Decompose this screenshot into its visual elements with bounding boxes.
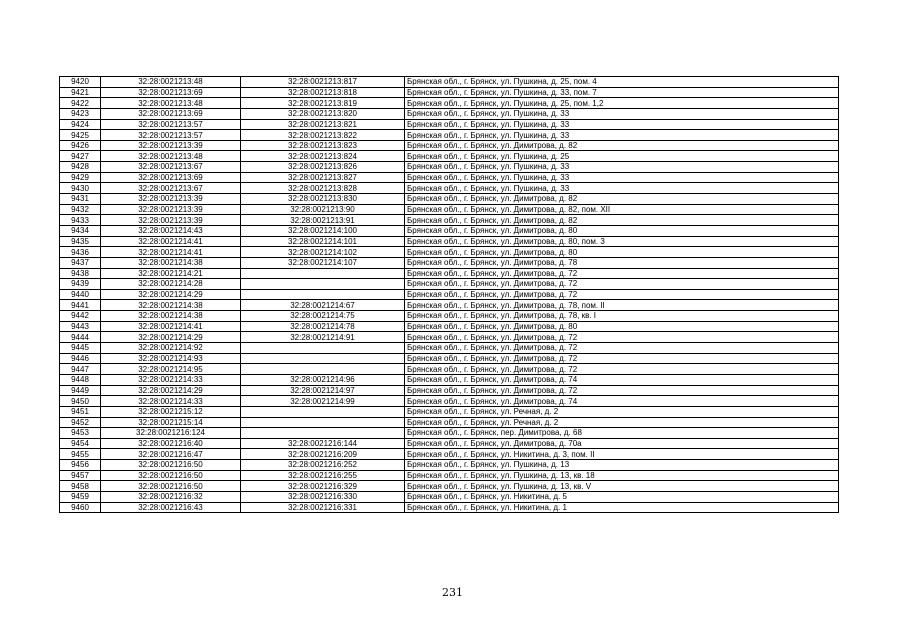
parent-cadastral-number-cell: 32:28:0021213:67 xyxy=(101,162,241,173)
cadastral-number-cell: 32:28:0021216:255 xyxy=(241,470,405,481)
address-cell: Брянская обл., г. Брянск, ул. Пушкина, д. 33 xyxy=(405,183,839,194)
row-number-cell: 9436 xyxy=(60,247,101,258)
parent-cadastral-number-cell: 32:28:0021214:29 xyxy=(101,289,241,300)
row-number-cell: 9448 xyxy=(60,374,101,385)
address-cell: Брянская обл., г. Брянск, ул. Пушкина, д. 13, кв. 18 xyxy=(405,470,839,481)
address-cell: Брянская обл., г. Брянск, ул. Димитрова, д. 82 xyxy=(405,215,839,226)
row-number-cell: 9420 xyxy=(60,77,101,88)
parent-cadastral-number-cell: 32:28:0021213:39 xyxy=(101,215,241,226)
address-cell: Брянская обл., г. Брянск, ул. Пушкина, д. 25, пом. 1,2 xyxy=(405,98,839,109)
cadastral-number-cell: 32:28:0021213:91 xyxy=(241,215,405,226)
table-row xyxy=(60,215,839,226)
row-number-cell: 9421 xyxy=(60,87,101,98)
parent-cadastral-number-cell: 32:28:0021215:12 xyxy=(101,406,241,417)
address-cell: Брянская обл., г. Брянск, ул. Речная, д. 2 xyxy=(405,417,839,428)
cadastral-number-cell: 32:28:0021214:78 xyxy=(241,321,405,332)
address-cell: Брянская обл., г. Брянск, ул. Речная, д. 2 xyxy=(405,406,839,417)
address-cell: Брянская обл., г. Брянск, ул. Пушкина, д. 33, пом. 7 xyxy=(405,87,839,98)
cadastral-number-cell: 32:28:0021213:823 xyxy=(241,140,405,151)
parent-cadastral-number-cell: 32:28:0021213:69 xyxy=(101,87,241,98)
row-number-cell: 9428 xyxy=(60,162,101,173)
table-row xyxy=(60,300,839,311)
table-row xyxy=(60,247,839,258)
parent-cadastral-number-cell: 32:28:0021216:50 xyxy=(101,460,241,471)
parent-cadastral-number-cell: 32:28:0021213:39 xyxy=(101,194,241,205)
table-row xyxy=(60,353,839,364)
parent-cadastral-number-cell: 32:28:0021214:29 xyxy=(101,385,241,396)
row-number-cell: 9438 xyxy=(60,268,101,279)
address-cell: Брянская обл., г. Брянск, ул. Пушкина, д. 25, пом. 4 xyxy=(405,77,839,88)
table-row xyxy=(60,385,839,396)
row-number-cell: 9423 xyxy=(60,108,101,119)
address-cell: Брянская обл., г. Брянск, ул. Димитрова, д. 72 xyxy=(405,353,839,364)
cadastral-number-cell xyxy=(241,428,405,439)
table-row xyxy=(60,130,839,141)
row-number-cell: 9451 xyxy=(60,406,101,417)
property-table xyxy=(59,76,839,513)
table-row xyxy=(60,236,839,247)
row-number-cell: 9429 xyxy=(60,172,101,183)
table-row xyxy=(60,257,839,268)
table-row xyxy=(60,225,839,236)
parent-cadastral-number-cell: 32:28:0021213:69 xyxy=(101,172,241,183)
cadastral-number-cell: 32:28:0021216:330 xyxy=(241,491,405,502)
table-row xyxy=(60,374,839,385)
address-cell: Брянская обл., г. Брянск, ул. Пушкина, д. 33 xyxy=(405,119,839,130)
row-number-cell: 9454 xyxy=(60,438,101,449)
address-cell: Брянская обл., г. Брянск, ул. Димитрова, д. 80 xyxy=(405,321,839,332)
row-number-cell: 9460 xyxy=(60,502,101,513)
address-cell: Брянская обл., г. Брянск, ул. Димитрова, д. 72 xyxy=(405,364,839,375)
cadastral-number-cell: 32:28:0021213:824 xyxy=(241,151,405,162)
cadastral-number-cell: 32:28:0021213:819 xyxy=(241,98,405,109)
cadastral-number-cell: 32:28:0021213:830 xyxy=(241,194,405,205)
address-cell: Брянская обл., г. Брянск, ул. Димитрова, д. 72 xyxy=(405,289,839,300)
table-row xyxy=(60,289,839,300)
row-number-cell: 9427 xyxy=(60,151,101,162)
parent-cadastral-number-cell: 32:28:0021214:28 xyxy=(101,279,241,290)
address-cell: Брянская обл., г. Брянск, ул. Пушкина, д. 13, кв. V xyxy=(405,481,839,492)
table-row xyxy=(60,470,839,481)
parent-cadastral-number-cell: 32:28:0021213:39 xyxy=(101,140,241,151)
address-cell: Брянская обл., г. Брянск, ул. Димитрова, д. 72 xyxy=(405,343,839,354)
table-row xyxy=(60,481,839,492)
cadastral-number-cell xyxy=(241,353,405,364)
table-row xyxy=(60,87,839,98)
parent-cadastral-number-cell: 32:28:0021213:48 xyxy=(101,98,241,109)
address-cell: Брянская обл., г. Брянск, ул. Димитрова, д. 74 xyxy=(405,396,839,407)
table-row xyxy=(60,311,839,322)
cadastral-number-cell xyxy=(241,268,405,279)
row-number-cell: 9426 xyxy=(60,140,101,151)
cadastral-number-cell: 32:28:0021214:91 xyxy=(241,332,405,343)
row-number-cell: 9442 xyxy=(60,311,101,322)
row-number-cell: 9441 xyxy=(60,300,101,311)
parent-cadastral-number-cell: 32:28:0021214:41 xyxy=(101,236,241,247)
address-cell: Брянская обл., г. Брянск, ул. Димитрова, д. 82 xyxy=(405,140,839,151)
row-number-cell: 9425 xyxy=(60,130,101,141)
cadastral-number-cell: 32:28:0021213:817 xyxy=(241,77,405,88)
table-row xyxy=(60,151,839,162)
row-number-cell: 9456 xyxy=(60,460,101,471)
table-row xyxy=(60,428,839,439)
table-row xyxy=(60,417,839,428)
table-row xyxy=(60,98,839,109)
table-row xyxy=(60,268,839,279)
address-cell: Брянская обл., г. Брянск, ул. Пушкина, д. 33 xyxy=(405,162,839,173)
parent-cadastral-number-cell: 32:28:0021213:39 xyxy=(101,204,241,215)
cadastral-number-cell: 32:28:0021214:99 xyxy=(241,396,405,407)
cadastral-number-cell xyxy=(241,417,405,428)
parent-cadastral-number-cell: 32:28:0021213:67 xyxy=(101,183,241,194)
table-row xyxy=(60,460,839,471)
parent-cadastral-number-cell: 32:28:0021216:50 xyxy=(101,481,241,492)
table-row xyxy=(60,332,839,343)
row-number-cell: 9445 xyxy=(60,343,101,354)
cadastral-number-cell: 32:28:0021216:209 xyxy=(241,449,405,460)
address-cell: Брянская обл., г. Брянск, ул. Пушкина, д. 13 xyxy=(405,460,839,471)
parent-cadastral-number-cell: 32:28:0021216:43 xyxy=(101,502,241,513)
row-number-cell: 9446 xyxy=(60,353,101,364)
parent-cadastral-number-cell: 32:28:0021214:33 xyxy=(101,396,241,407)
parent-cadastral-number-cell: 32:28:0021214:21 xyxy=(101,268,241,279)
row-number-cell: 9444 xyxy=(60,332,101,343)
parent-cadastral-number-cell: 32:28:0021216:40 xyxy=(101,438,241,449)
table-row xyxy=(60,279,839,290)
parent-cadastral-number-cell: 32:28:0021216:124 xyxy=(101,428,241,439)
row-number-cell: 9435 xyxy=(60,236,101,247)
address-cell: Брянская обл., г. Брянск, ул. Димитрова, д. 82, пом. XII xyxy=(405,204,839,215)
table-row xyxy=(60,183,839,194)
parent-cadastral-number-cell: 32:28:0021214:41 xyxy=(101,321,241,332)
address-cell: Брянская обл., г. Брянск, ул. Димитрова, д. 72 xyxy=(405,279,839,290)
parent-cadastral-number-cell: 32:28:0021216:47 xyxy=(101,449,241,460)
cadastral-number-cell: 32:28:0021213:822 xyxy=(241,130,405,141)
table-row xyxy=(60,491,839,502)
address-cell: Брянская обл., г. Брянск, ул. Никитина, д. 5 xyxy=(405,491,839,502)
parent-cadastral-number-cell: 32:28:0021216:50 xyxy=(101,470,241,481)
address-cell: Брянская обл., г. Брянск, ул. Пушкина, д. 25 xyxy=(405,151,839,162)
table-row xyxy=(60,140,839,151)
address-cell: Брянская обл., г. Брянск, пер. Димитрова, д. 68 xyxy=(405,428,839,439)
table-row xyxy=(60,343,839,354)
cadastral-number-cell: 32:28:0021214:102 xyxy=(241,247,405,258)
row-number-cell: 9443 xyxy=(60,321,101,332)
table-body xyxy=(60,77,839,513)
cadastral-number-cell: 32:28:0021214:107 xyxy=(241,257,405,268)
address-cell: Брянская обл., г. Брянск, ул. Димитрова, д. 80 xyxy=(405,247,839,258)
row-number-cell: 9449 xyxy=(60,385,101,396)
row-number-cell: 9430 xyxy=(60,183,101,194)
cadastral-number-cell: 32:28:0021213:821 xyxy=(241,119,405,130)
row-number-cell: 9453 xyxy=(60,428,101,439)
table-row xyxy=(60,438,839,449)
cadastral-number-cell: 32:28:0021214:101 xyxy=(241,236,405,247)
cadastral-number-cell: 32:28:0021213:820 xyxy=(241,108,405,119)
address-cell: Брянская обл., г. Брянск, ул. Пушкина, д. 33 xyxy=(405,130,839,141)
address-cell: Брянская обл., г. Брянск, ул. Димитрова, д. 80, пом. 3 xyxy=(405,236,839,247)
table-row xyxy=(60,172,839,183)
table-row xyxy=(60,321,839,332)
table-row xyxy=(60,119,839,130)
address-cell: Брянская обл., г. Брянск, ул. Пушкина, д. 33 xyxy=(405,108,839,119)
parent-cadastral-number-cell: 32:28:0021214:29 xyxy=(101,332,241,343)
table-row xyxy=(60,449,839,460)
address-cell: Брянская обл., г. Брянск, ул. Никитина, д. 3, пом. II xyxy=(405,449,839,460)
row-number-cell: 9439 xyxy=(60,279,101,290)
cadastral-number-cell: 32:28:0021213:827 xyxy=(241,172,405,183)
address-cell: Брянская обл., г. Брянск, ул. Димитрова, д. 72 xyxy=(405,268,839,279)
parent-cadastral-number-cell: 32:28:0021214:38 xyxy=(101,257,241,268)
cadastral-number-cell: 32:28:0021214:97 xyxy=(241,385,405,396)
cadastral-number-cell xyxy=(241,279,405,290)
parent-cadastral-number-cell: 32:28:0021215:14 xyxy=(101,417,241,428)
table-row xyxy=(60,77,839,88)
address-cell: Брянская обл., г. Брянск, ул. Димитрова, д. 78 xyxy=(405,257,839,268)
cadastral-number-cell xyxy=(241,289,405,300)
address-cell: Брянская обл., г. Брянск, ул. Пушкина, д. 33 xyxy=(405,172,839,183)
table-row xyxy=(60,108,839,119)
cadastral-number-cell: 32:28:0021214:100 xyxy=(241,225,405,236)
cadastral-number-cell: 32:28:0021216:331 xyxy=(241,502,405,513)
page-number: 231 xyxy=(442,586,463,599)
cadastral-number-cell: 32:28:0021213:818 xyxy=(241,87,405,98)
row-number-cell: 9459 xyxy=(60,491,101,502)
cadastral-number-cell: 32:28:0021214:67 xyxy=(241,300,405,311)
parent-cadastral-number-cell: 32:28:0021214:38 xyxy=(101,300,241,311)
parent-cadastral-number-cell: 32:28:0021214:41 xyxy=(101,247,241,258)
cadastral-number-cell xyxy=(241,364,405,375)
cadastral-number-cell: 32:28:0021213:90 xyxy=(241,204,405,215)
parent-cadastral-number-cell: 32:28:0021214:93 xyxy=(101,353,241,364)
cadastral-number-cell: 32:28:0021216:252 xyxy=(241,460,405,471)
table-row xyxy=(60,194,839,205)
address-cell: Брянская обл., г. Брянск, ул. Димитрова, д. 70а xyxy=(405,438,839,449)
parent-cadastral-number-cell: 32:28:0021213:48 xyxy=(101,77,241,88)
cadastral-number-cell: 32:28:0021214:75 xyxy=(241,311,405,322)
row-number-cell: 9433 xyxy=(60,215,101,226)
parent-cadastral-number-cell: 32:28:0021213:48 xyxy=(101,151,241,162)
parent-cadastral-number-cell: 32:28:0021214:38 xyxy=(101,311,241,322)
cadastral-number-cell: 32:28:0021216:144 xyxy=(241,438,405,449)
cadastral-number-cell: 32:28:0021216:329 xyxy=(241,481,405,492)
row-number-cell: 9457 xyxy=(60,470,101,481)
parent-cadastral-number-cell: 32:28:0021214:92 xyxy=(101,343,241,354)
row-number-cell: 9437 xyxy=(60,257,101,268)
table-row xyxy=(60,204,839,215)
parent-cadastral-number-cell: 32:28:0021213:57 xyxy=(101,119,241,130)
parent-cadastral-number-cell: 32:28:0021213:69 xyxy=(101,108,241,119)
parent-cadastral-number-cell: 32:28:0021213:57 xyxy=(101,130,241,141)
table-row xyxy=(60,396,839,407)
row-number-cell: 9422 xyxy=(60,98,101,109)
row-number-cell: 9458 xyxy=(60,481,101,492)
cadastral-number-cell: 32:28:0021214:96 xyxy=(241,374,405,385)
table-row xyxy=(60,502,839,513)
table-row xyxy=(60,406,839,417)
parent-cadastral-number-cell: 32:28:0021214:43 xyxy=(101,225,241,236)
address-cell: Брянская обл., г. Брянск, ул. Димитрова, д. 78, пом. II xyxy=(405,300,839,311)
table-row xyxy=(60,364,839,375)
cadastral-number-cell xyxy=(241,406,405,417)
address-cell: Брянская обл., г. Брянск, ул. Димитрова, д. 72 xyxy=(405,332,839,343)
parent-cadastral-number-cell: 32:28:0021214:33 xyxy=(101,374,241,385)
row-number-cell: 9455 xyxy=(60,449,101,460)
table-row xyxy=(60,162,839,173)
address-cell: Брянская обл., г. Брянск, ул. Димитрова, д. 72 xyxy=(405,385,839,396)
address-cell: Брянская обл., г. Брянск, ул. Никитина, д. 1 xyxy=(405,502,839,513)
address-cell: Брянская обл., г. Брянск, ул. Димитрова, д. 82 xyxy=(405,194,839,205)
parent-cadastral-number-cell: 32:28:0021216:32 xyxy=(101,491,241,502)
cadastral-number-cell: 32:28:0021213:828 xyxy=(241,183,405,194)
row-number-cell: 9434 xyxy=(60,225,101,236)
address-cell: Брянская обл., г. Брянск, ул. Димитрова, д. 74 xyxy=(405,374,839,385)
address-cell: Брянская обл., г. Брянск, ул. Димитрова, д. 78, кв. I xyxy=(405,311,839,322)
cadastral-number-cell xyxy=(241,343,405,354)
row-number-cell: 9440 xyxy=(60,289,101,300)
row-number-cell: 9432 xyxy=(60,204,101,215)
parent-cadastral-number-cell: 32:28:0021214:95 xyxy=(101,364,241,375)
row-number-cell: 9447 xyxy=(60,364,101,375)
cadastral-number-cell: 32:28:0021213:826 xyxy=(241,162,405,173)
row-number-cell: 9452 xyxy=(60,417,101,428)
row-number-cell: 9431 xyxy=(60,194,101,205)
address-cell: Брянская обл., г. Брянск, ул. Димитрова, д. 80 xyxy=(405,225,839,236)
row-number-cell: 9450 xyxy=(60,396,101,407)
row-number-cell: 9424 xyxy=(60,119,101,130)
